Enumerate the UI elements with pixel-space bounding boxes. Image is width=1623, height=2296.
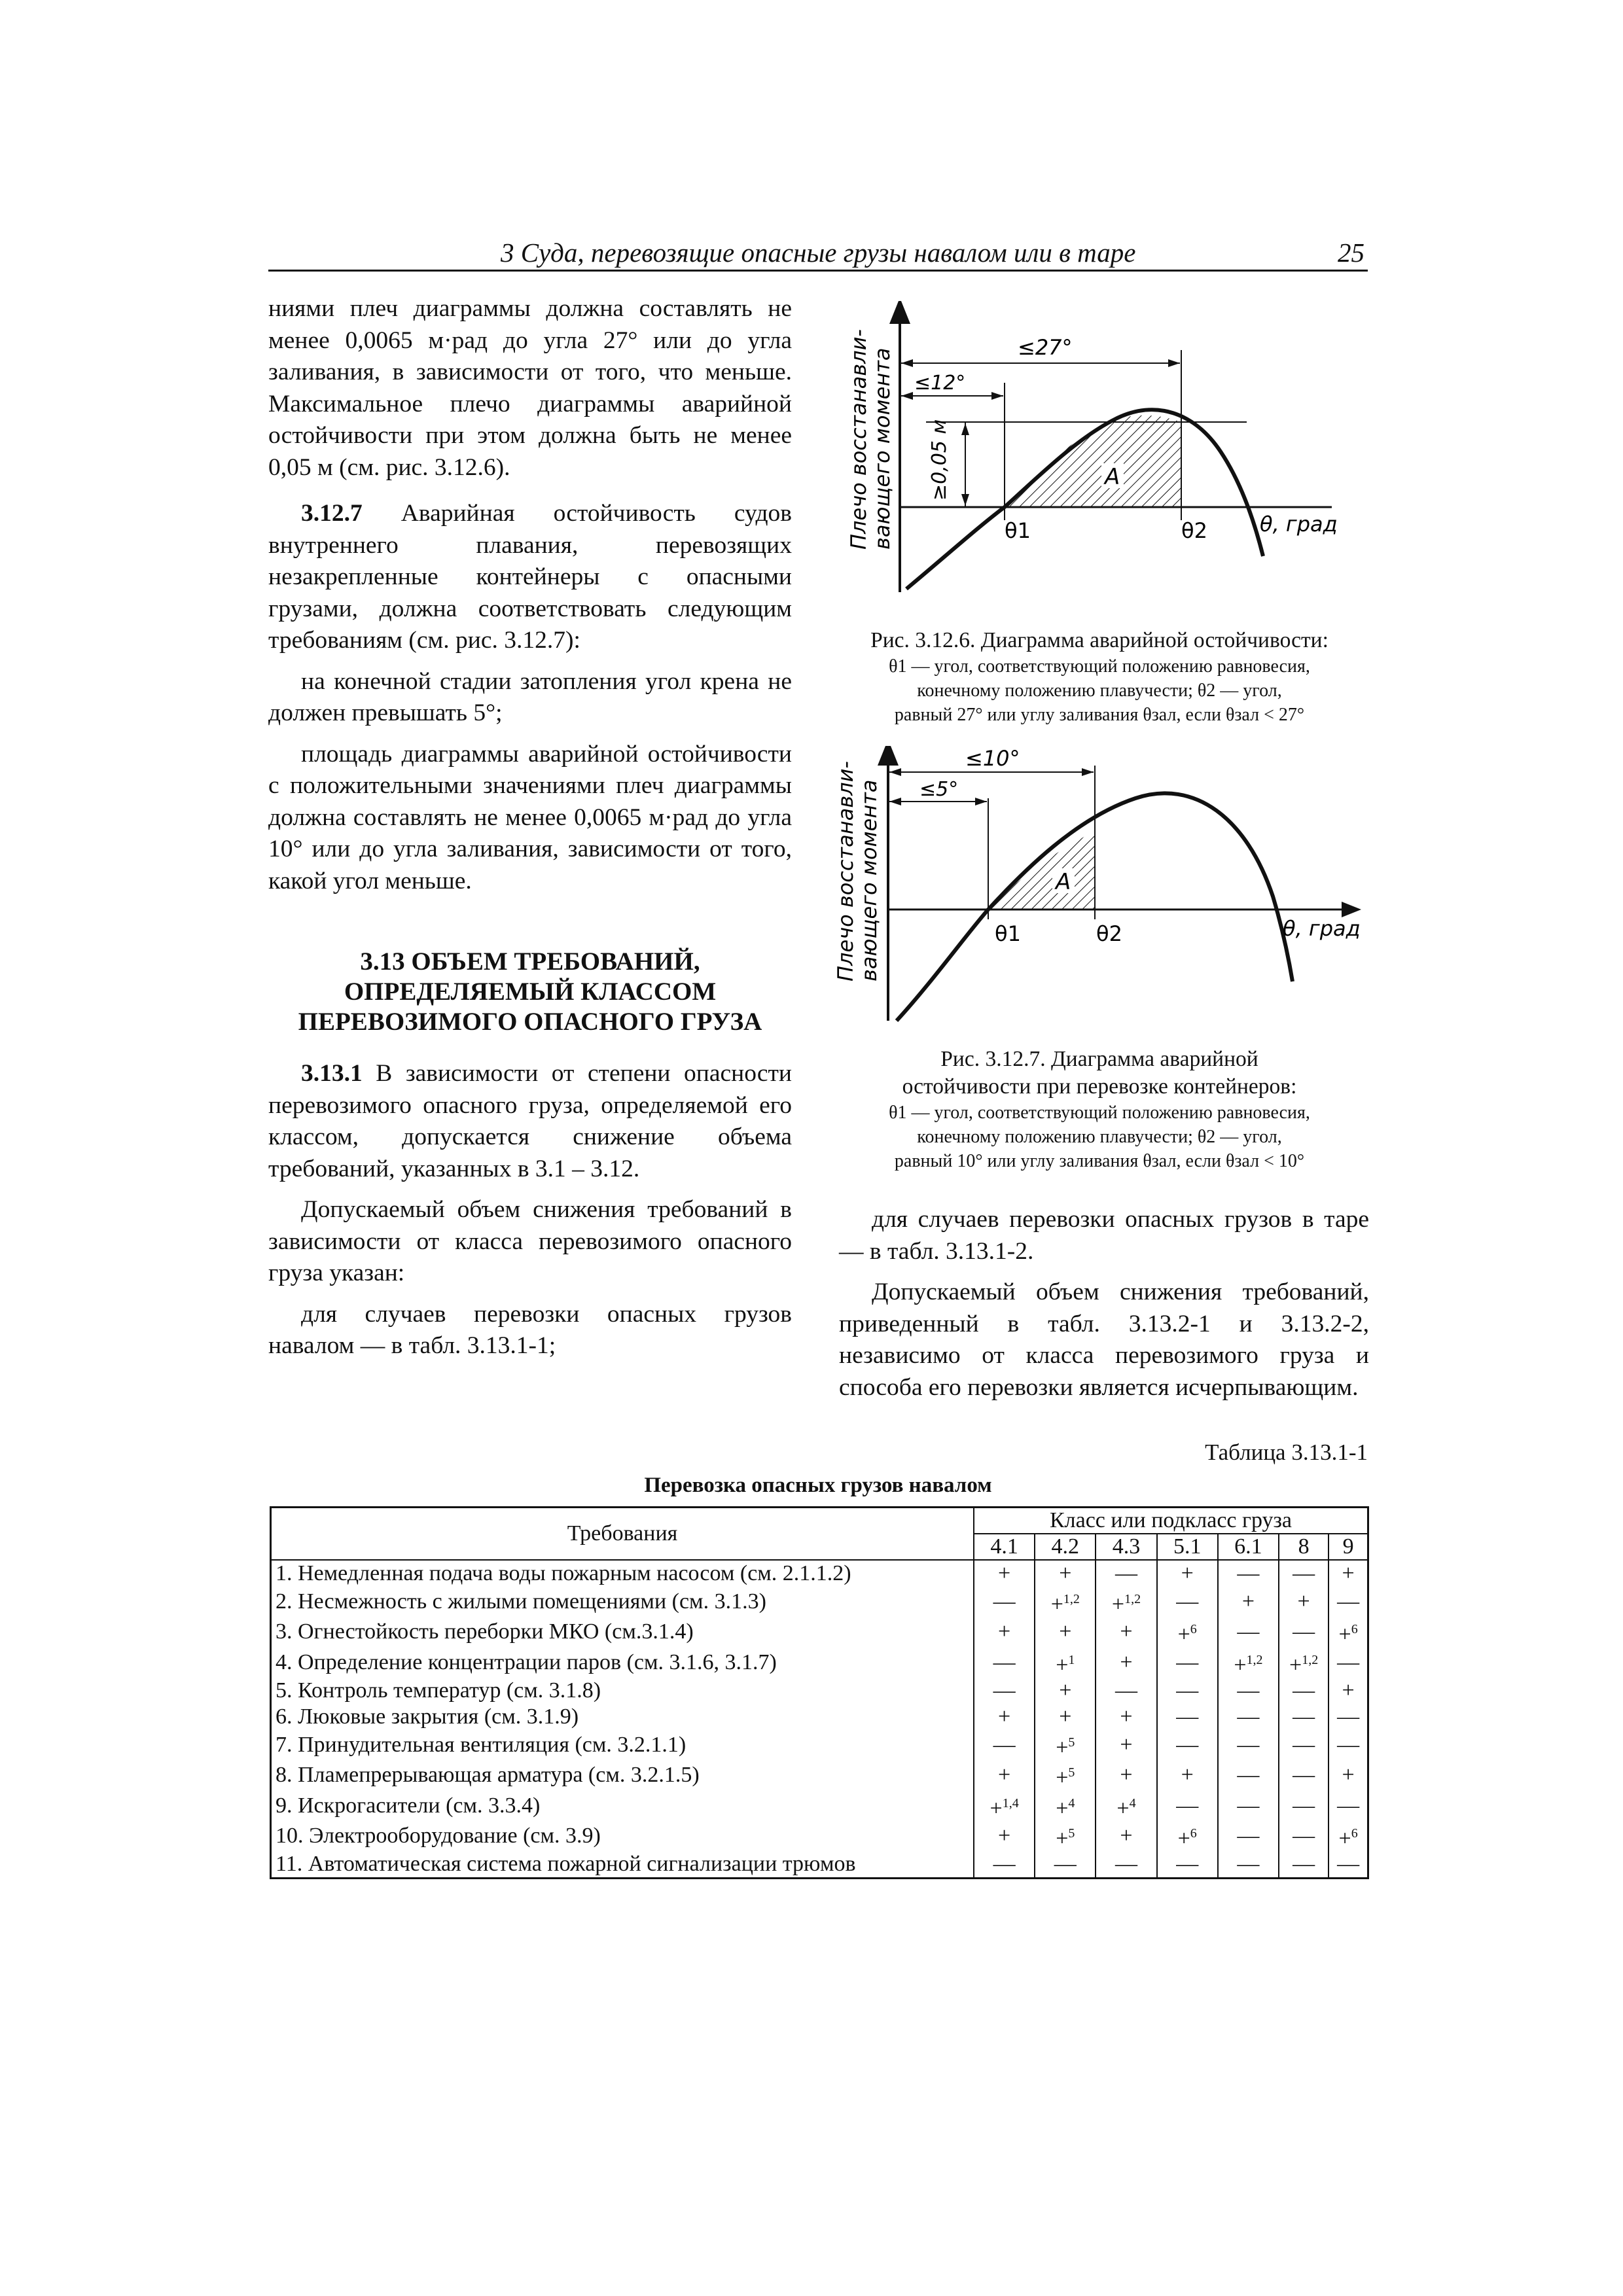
- class-mark-cell: —: [974, 1678, 1035, 1704]
- class-mark-cell: +$^{1,2}$: [1096, 1587, 1156, 1617]
- class-mark-cell: —: [1279, 1791, 1329, 1821]
- dim-12-label: ≤12°: [914, 372, 966, 395]
- class-mark-cell: +: [1329, 1678, 1368, 1704]
- class-mark-cell: —: [1157, 1851, 1218, 1879]
- caption-line: равный 10° или углу заливания θзал, если θзал < 10°: [894, 1151, 1305, 1171]
- class-mark-cell: +$^{1,2}$: [1035, 1587, 1096, 1617]
- x-axis-label: θ, град: [1283, 916, 1361, 941]
- class-mark-cell: +: [1035, 1678, 1096, 1704]
- caption-line: Рис. 3.12.7. Диаграмма аварийной: [940, 1047, 1258, 1071]
- caption-line: θ1 — угол, соответствующий положению равновесия,: [889, 656, 1310, 677]
- table-row: [271, 1704, 1368, 1730]
- class-mark-cell: —: [1218, 1851, 1279, 1879]
- paragraph: для случаев перевозки опасных грузов навалом — в табл. 3.13.1-1;: [268, 1300, 792, 1359]
- class-mark-cell: —: [1157, 1791, 1218, 1821]
- class-mark-cell: +: [1096, 1760, 1156, 1790]
- theta2-label: θ2: [1096, 921, 1122, 946]
- paragraph-text: Аварийная остойчивость судов внутреннего плавания, перевозящих незакрепленные контейнеры с опасными грузами, должна соответствовать следующим требованиям (см. рис. 3.12.7):: [268, 500, 792, 654]
- class-mark-cell: —: [1218, 1560, 1279, 1587]
- y-axis-label-1: Плечо восстанавли-: [833, 761, 858, 981]
- class-mark-cell: +: [1035, 1617, 1096, 1647]
- class-mark-cell: +$^4$: [1096, 1791, 1156, 1821]
- paragraph-3-12-7: [268, 498, 792, 657]
- stability-diagram-1: [828, 301, 1371, 615]
- class-mark-cell: —: [1218, 1617, 1279, 1647]
- class-mark-cell: +$^1$: [1035, 1648, 1096, 1678]
- dim-27-label: ≤27°: [1018, 335, 1073, 360]
- class-mark-cell: —: [1157, 1704, 1218, 1730]
- class-header-cell: 5.1: [1157, 1534, 1218, 1560]
- y-axis-label-2: вающего момента: [870, 347, 895, 550]
- paragraph-text: В зависимости от степени опасности перевозимого опасного груза, определяемой его классом, допускается снижение объема требований, указанных в 3.1 – 3.12.: [268, 1060, 792, 1182]
- paragraph: для случаев перевозки опасных грузов в таре — в табл. 3.13.1-2.: [839, 1206, 1369, 1265]
- table-row: [271, 1791, 1368, 1821]
- table-row: [271, 1760, 1368, 1790]
- table-title: Перевозка опасных грузов навалом: [644, 1474, 992, 1497]
- class-header-cell: 4.3: [1096, 1534, 1156, 1560]
- class-mark-cell: —: [1218, 1791, 1279, 1821]
- requirement-cell: 1. Немедленная подача воды пожарным насосом (см. 2.1.1.2): [271, 1560, 974, 1587]
- requirement-cell: 11. Автоматическая система пожарной сигнализации трюмов: [271, 1851, 974, 1879]
- class-mark-cell: +$^4$: [1035, 1791, 1096, 1821]
- class-mark-cell: —: [1218, 1704, 1279, 1730]
- paragraph: на конечной стадии затопления угол крена не должен превышать 5°;: [268, 667, 792, 726]
- x-axis-label: θ, град: [1260, 512, 1338, 537]
- class-mark-cell: +: [974, 1821, 1035, 1851]
- class-header-cell: 8: [1279, 1534, 1329, 1560]
- figure-3-12-7-caption: [825, 1046, 1374, 1173]
- class-mark-cell: —: [1279, 1560, 1329, 1587]
- caption-line: Рис. 3.12.6. Диаграмма аварийной остойчивости:: [870, 628, 1329, 652]
- class-mark-cell: —: [1096, 1678, 1156, 1704]
- class-mark-cell: +: [974, 1617, 1035, 1647]
- dim-10-label: ≤10°: [965, 746, 1020, 771]
- running-title: 3 Суда, перевозящие опасные грузы навалом или в таре: [501, 238, 1136, 268]
- stability-diagram-2: [828, 746, 1371, 1034]
- class-mark-cell: +: [974, 1560, 1035, 1587]
- area-label: A: [1056, 869, 1071, 895]
- class-header-cell: 4.2: [1035, 1534, 1096, 1560]
- caption-line: θ1 — угол, соответствующий положению равновесия,: [889, 1103, 1310, 1123]
- figure-3-12-6-caption: [825, 627, 1374, 727]
- caption-line: конечному положению плавучести; θ2 — угол,: [917, 1127, 1282, 1147]
- class-mark-cell: +: [1218, 1587, 1279, 1617]
- requirement-cell: 2. Несмежность с жилыми помещениями (см. 3.1.3): [271, 1587, 974, 1617]
- table-row: [271, 1617, 1368, 1647]
- area-a-hatch: [1005, 415, 1181, 507]
- clause-number: 3.13.1: [301, 1060, 363, 1087]
- class-mark-cell: —: [1329, 1587, 1368, 1617]
- page-number: 25: [1338, 238, 1364, 268]
- theta2-label: θ2: [1181, 518, 1207, 543]
- class-mark-cell: —: [1218, 1821, 1279, 1851]
- class-mark-cell: +$^6$: [1157, 1821, 1218, 1851]
- table-row: [271, 1730, 1368, 1760]
- class-mark-cell: —: [1218, 1760, 1279, 1790]
- requirement-cell: 3. Огнестойкость переборки МКО (см.3.1.4): [271, 1617, 974, 1647]
- class-mark-cell: +$^{1,4}$: [974, 1791, 1035, 1821]
- class-mark-cell: +$^6$: [1157, 1617, 1218, 1647]
- class-mark-cell: —: [1157, 1678, 1218, 1704]
- class-header-cell: 9: [1329, 1534, 1368, 1560]
- class-mark-cell: —: [1329, 1851, 1368, 1879]
- class-mark-cell: +: [1096, 1648, 1156, 1678]
- table-row: [271, 1587, 1368, 1617]
- class-mark-cell: —: [1157, 1730, 1218, 1760]
- section-heading: 3.13 ОБЪЕМ ТРЕБОВАНИЙ, ОПРЕДЕЛЯЕМЫЙ КЛАССОМ ПЕРЕВОЗИМОГО ОПАСНОГО ГРУЗА: [298, 947, 762, 1036]
- running-header: [268, 237, 1368, 272]
- requirements-table: [270, 1506, 1369, 1879]
- class-mark-cell: —: [974, 1851, 1035, 1879]
- paragraph: Допускаемый объем снижения требований, приведенный в табл. 3.13.2-1 и 3.13.2-2, независимо от класса перевозимого груза и способа его перевозки является исчерпывающим.: [839, 1279, 1369, 1401]
- requirement-cell: 8. Пламепрерывающая арматура (см. 3.2.1.5): [271, 1760, 974, 1790]
- class-mark-cell: —: [1279, 1760, 1329, 1790]
- column-header-class-group: Класс или подкласс груза: [974, 1508, 1368, 1534]
- class-mark-cell: —: [1035, 1851, 1096, 1879]
- table-row: [271, 1678, 1368, 1704]
- class-mark-cell: —: [1279, 1617, 1329, 1647]
- class-mark-cell: +: [1035, 1704, 1096, 1730]
- class-mark-cell: —: [1157, 1587, 1218, 1617]
- class-mark-cell: —: [1329, 1648, 1368, 1678]
- paragraph: Допускаемый объем снижения требований в зависимости от класса перевозимого опасного груза указан:: [268, 1196, 792, 1286]
- class-mark-cell: +$^5$: [1035, 1760, 1096, 1790]
- dim-005-label: ≥0,05 м: [928, 419, 951, 501]
- requirement-cell: 10. Электрооборудование (см. 3.9): [271, 1821, 974, 1851]
- class-mark-cell: +: [1329, 1560, 1368, 1587]
- class-mark-cell: +$^{1,2}$: [1218, 1648, 1279, 1678]
- caption-line: равный 27° или углу заливания θзал, если θзал < 27°: [894, 705, 1305, 725]
- class-mark-cell: +$^5$: [1035, 1821, 1096, 1851]
- class-mark-cell: —: [1329, 1730, 1368, 1760]
- theta1-label: θ1: [995, 921, 1021, 946]
- class-mark-cell: —: [974, 1730, 1035, 1760]
- figure-3-12-6: [828, 301, 1371, 615]
- requirement-cell: 9. Искрогасители (см. 3.3.4): [271, 1791, 974, 1821]
- class-mark-cell: +$^5$: [1035, 1730, 1096, 1760]
- table-body: [271, 1560, 1368, 1879]
- class-mark-cell: +: [1157, 1560, 1218, 1587]
- class-mark-cell: +: [1096, 1730, 1156, 1760]
- paragraph: площадь диаграммы аварийной остойчивости с положительными значениями плеч диаграммы должна составлять не менее 0,0065 м·рад до угла 10° или до угла заливания, зависимости от того, какой угол меньше.: [268, 740, 792, 894]
- caption-line: остойчивости при перевозке контейнеров:: [902, 1074, 1297, 1099]
- class-mark-cell: —: [1279, 1704, 1329, 1730]
- y-axis-label-1: Плечо восстанавли-: [846, 329, 871, 550]
- area-a-hatch: [988, 831, 1095, 910]
- y-axis-label-2: вающего момента: [857, 779, 882, 981]
- table-row: [271, 1560, 1368, 1587]
- class-mark-cell: —: [1279, 1730, 1329, 1760]
- class-header-cell: 6.1: [1218, 1534, 1279, 1560]
- requirement-cell: 6. Люковые закрытия (см. 3.1.9): [271, 1704, 974, 1730]
- requirement-cell: 7. Принудительная вентиляция (см. 3.2.1.1): [271, 1730, 974, 1760]
- area-label: A: [1105, 464, 1120, 490]
- table-row: [271, 1851, 1368, 1879]
- class-mark-cell: +$^{1,2}$: [1279, 1648, 1329, 1678]
- theta1-label: θ1: [1005, 518, 1031, 543]
- requirement-cell: 5. Контроль температур (см. 3.1.8): [271, 1678, 974, 1704]
- right-column: [839, 1204, 1369, 1404]
- class-mark-cell: —: [1096, 1560, 1156, 1587]
- class-mark-cell: —: [1279, 1851, 1329, 1879]
- figure-3-12-7: [828, 746, 1371, 1034]
- class-mark-cell: +: [1096, 1821, 1156, 1851]
- class-header-cell: 4.1: [974, 1534, 1035, 1560]
- class-mark-cell: —: [1279, 1821, 1329, 1851]
- clause-number: 3.12.7: [301, 500, 363, 527]
- class-mark-cell: —: [1329, 1704, 1368, 1730]
- column-header-requirements: Требования: [271, 1508, 974, 1561]
- class-mark-cell: +$^6$: [1329, 1617, 1368, 1647]
- class-mark-cell: —: [1218, 1678, 1279, 1704]
- table-row: [271, 1648, 1368, 1678]
- table-row: [271, 1821, 1368, 1851]
- caption-line: конечному положению плавучести; θ2 — угол,: [917, 680, 1282, 701]
- requirement-cell: 4. Определение концентрации паров (см. 3.1.6, 3.1.7): [271, 1648, 974, 1678]
- class-mark-cell: —: [1329, 1791, 1368, 1821]
- class-mark-cell: +: [1035, 1560, 1096, 1587]
- table-header-row: [271, 1508, 1368, 1534]
- paragraph: ниями плеч диаграммы должна составлять не менее 0,0065 м·рад до угла 27° или до угла заливания, в зависимости от того, что меньше. Максимальное плечо диаграммы аварийной остойчивости при этом должна быть не менее 0,05 м (см. рис. 3.12.6).: [268, 295, 792, 481]
- class-mark-cell: +: [1157, 1760, 1218, 1790]
- class-mark-cell: +: [1096, 1704, 1156, 1730]
- class-mark-cell: —: [974, 1648, 1035, 1678]
- class-mark-cell: +$^6$: [1329, 1821, 1368, 1851]
- class-mark-cell: —: [1157, 1648, 1218, 1678]
- class-mark-cell: +: [1329, 1760, 1368, 1790]
- class-mark-cell: +: [1279, 1587, 1329, 1617]
- class-mark-cell: —: [1218, 1730, 1279, 1760]
- class-mark-cell: +: [1096, 1617, 1156, 1647]
- left-column: [268, 293, 792, 1362]
- class-mark-cell: —: [1096, 1851, 1156, 1879]
- class-mark-cell: +: [974, 1704, 1035, 1730]
- class-mark-cell: +: [974, 1760, 1035, 1790]
- paragraph-3-13-1: [268, 1058, 792, 1185]
- dim-5-label: ≤5°: [919, 778, 959, 801]
- table-number: Таблица 3.13.1-1: [1205, 1439, 1368, 1465]
- class-mark-cell: —: [974, 1587, 1035, 1617]
- class-mark-cell: —: [1279, 1678, 1329, 1704]
